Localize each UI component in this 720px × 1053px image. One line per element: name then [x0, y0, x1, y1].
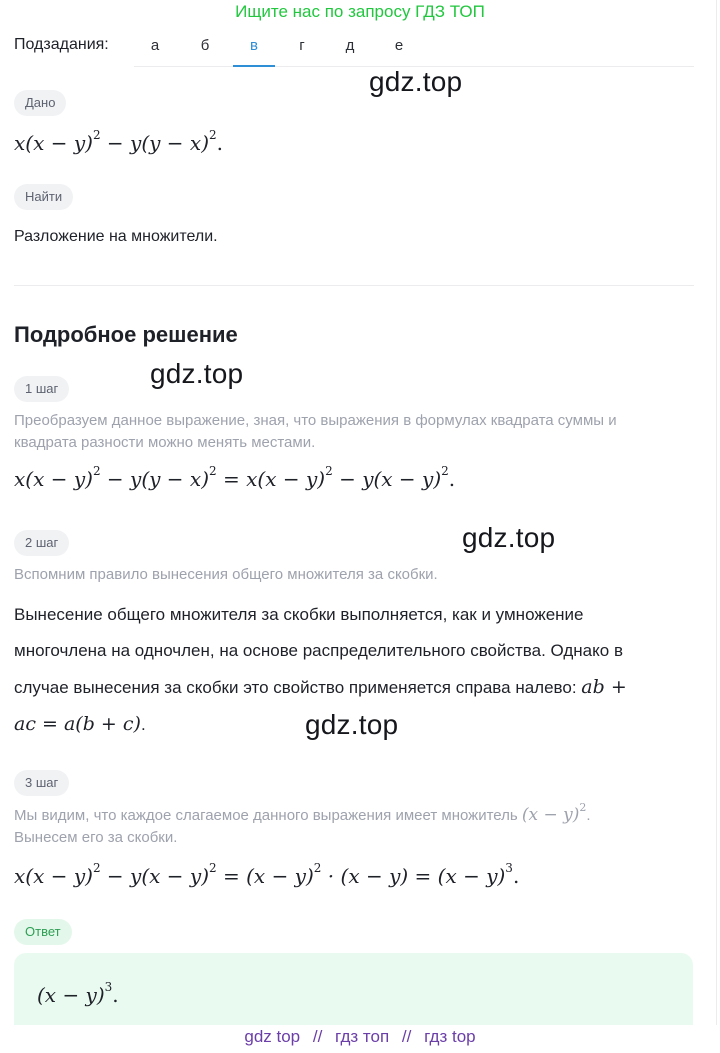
- tab-e[interactable]: е: [394, 37, 404, 54]
- footer-link-gdz-top[interactable]: gdz top: [244, 1027, 301, 1046]
- tab-a[interactable]: а: [150, 37, 160, 54]
- footer-separator: //: [312, 1027, 323, 1046]
- find-text: Разложение на множители.: [14, 228, 218, 245]
- watermark: gdz.top: [150, 358, 244, 389]
- given-label: Дано: [14, 90, 66, 116]
- search-hint-banner: Ищите нас по запросу ГДЗ ТОП: [235, 2, 485, 21]
- tab-d[interactable]: д: [345, 37, 355, 54]
- step-1-hint: Преобразуем данное выражение, зная, что выражения в формулах квадрата суммы и квадрата разности можно менять местами.: [14, 412, 617, 451]
- solution-title: Подробное решение: [14, 322, 238, 347]
- tab-v[interactable]: в: [233, 37, 275, 67]
- footer-links: [0, 1027, 720, 1047]
- step-2-explanation: Вынесение общего множителя за скобки выполняется, как и умножение многочлена на одночлен, на основе распределительного свойства. Однако в случае вынесения за скобки это свойство применяется справа налево: ab + ac = a(b + c).: [14, 605, 627, 735]
- step-2-hint: Вспомним правило вынесения общего множителя за скобки.: [14, 566, 438, 583]
- step-3-label: 3 шаг: [14, 770, 69, 796]
- given-expression: $x(x - y)^2 - y(y - x)^2$.: [14, 128, 224, 155]
- section-divider: [14, 285, 694, 286]
- subtasks-bar: [14, 34, 694, 67]
- step-2-label: 2 шаг: [14, 530, 69, 556]
- answer-label: Ответ: [14, 919, 72, 945]
- find-label: Найти: [14, 184, 73, 210]
- tab-b[interactable]: б: [200, 37, 210, 54]
- watermark: gdz.top: [305, 709, 399, 740]
- answer-expression: $(x - y)^3$.: [37, 980, 119, 1007]
- subtask-tabs: [134, 34, 694, 67]
- footer-link-gdz-top-mixed[interactable]: гдз top: [424, 1027, 476, 1046]
- content-border: [716, 0, 717, 1025]
- tab-g[interactable]: г: [299, 37, 305, 54]
- footer-link-gdz-top-ru[interactable]: гдз топ: [335, 1027, 390, 1046]
- step-3-hint: Мы видим, что каждое слагаемое данного выражения имеет множитель $(x - y)^2$. Вынесем его за скобки.: [14, 801, 591, 846]
- watermark: gdz.top: [369, 66, 463, 97]
- watermark: gdz.top: [462, 522, 556, 553]
- step-1-label: 1 шаг: [14, 376, 69, 402]
- subtasks-label: Подзадания:: [14, 36, 109, 53]
- footer-separator: //: [401, 1027, 412, 1046]
- step-3-expression: $x(x - y)^2 - y(x - y)^2 = (x - y)^2 \cdot (x - y) = (x - y)^3$.: [14, 861, 520, 888]
- step-1-expression: $x(x - y)^2 - y(y - x)^2 = x(x - y)^2 - y(x - y)^2$.: [14, 464, 456, 491]
